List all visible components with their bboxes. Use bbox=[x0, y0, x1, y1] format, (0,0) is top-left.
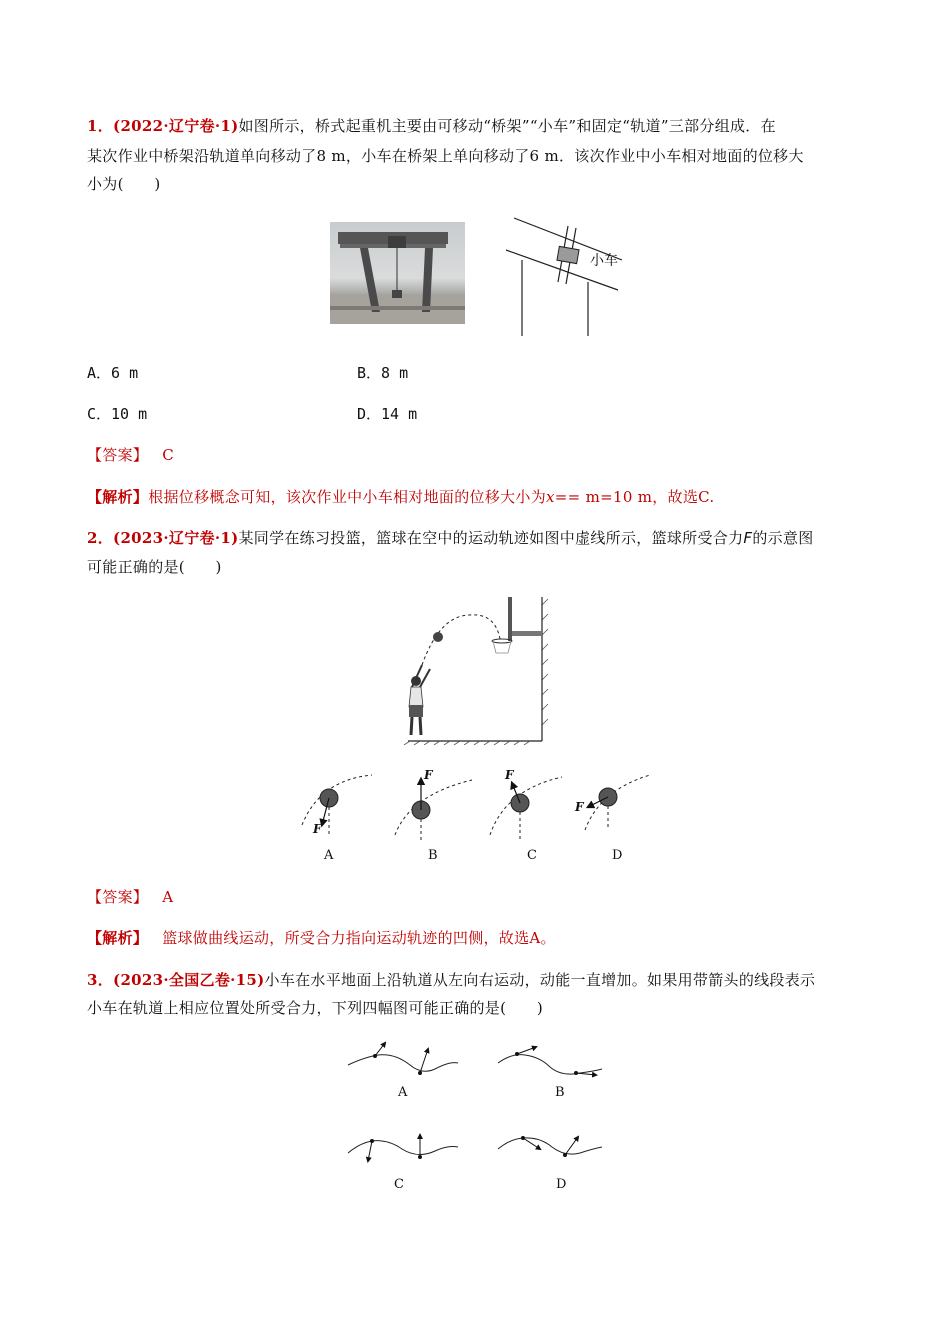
q1-analysis-row bbox=[87, 487, 714, 507]
q2-option-label-a: A bbox=[324, 848, 334, 863]
q1-analysis-var-x: x bbox=[546, 488, 555, 506]
q3-track-options bbox=[340, 1035, 620, 1175]
q1-answer-label: 【答案】 bbox=[87, 446, 149, 464]
q3-text-1: 小车在水平地面上沿轨道从左向右运动，动能一直增加。如果用带箭头的线段表示 bbox=[264, 971, 816, 989]
q3-number: 3． bbox=[87, 971, 114, 989]
q2-source: (2023·辽宁卷·1) bbox=[113, 529, 239, 547]
q1-analysis-text-b: == m=10 m，故选C. bbox=[554, 488, 715, 506]
q2-text-1b: 的示意图 bbox=[752, 529, 814, 547]
q2-option-b-diagram[interactable] bbox=[395, 779, 472, 840]
q2-text-1: 某同学在练习投篮，篮球在空中的运动轨迹如图中虚线所示，篮球所受合力 bbox=[238, 529, 744, 547]
q2-force-label-a: F bbox=[313, 822, 322, 836]
q2-option-label-d: D bbox=[612, 848, 623, 863]
q1-answer-row bbox=[87, 445, 174, 465]
q2-analysis-text: 篮球做曲线运动，所受合力指向运动轨迹的凹侧，故选A。 bbox=[162, 929, 556, 947]
q3-source: (2023·全国乙卷·15) bbox=[113, 971, 265, 989]
q2-force-label-d: F bbox=[575, 800, 584, 814]
q2-answer-label: 【答案】 bbox=[87, 888, 149, 906]
crane-photo bbox=[330, 222, 465, 324]
q1-number: 1． bbox=[87, 117, 114, 135]
q1-source: (2022·辽宁卷·1) bbox=[113, 117, 239, 135]
q2-option-label-b: B bbox=[428, 848, 438, 863]
q3-option-c-diagram[interactable] bbox=[348, 1135, 458, 1161]
q2-force-options bbox=[290, 765, 660, 865]
q2-answer-row bbox=[87, 887, 173, 907]
q1-analysis-label: 【解析】 bbox=[87, 488, 149, 506]
q3-option-label-a: A bbox=[398, 1085, 408, 1100]
q3-option-label-d: D bbox=[556, 1177, 567, 1192]
basketball-shot-figure bbox=[400, 595, 550, 745]
q2-force-label-b: F bbox=[424, 768, 433, 782]
q2-line-1 bbox=[87, 528, 814, 548]
q3-option-label-c: C bbox=[394, 1177, 404, 1192]
q2-option-c-diagram[interactable] bbox=[490, 777, 562, 840]
q3-line-1 bbox=[87, 970, 815, 990]
crane-photo-drawing bbox=[330, 222, 465, 324]
q2-line-2: 可能正确的是( ) bbox=[87, 558, 222, 576]
q2-force-label-c: F bbox=[505, 768, 514, 782]
q1-line-2: 某次作业中桥架沿轨道单向移动了8 m，小车在桥架上单向移动了6 m．该次作业中小车相对地面的位移大 bbox=[87, 147, 804, 165]
q3-option-a-diagram[interactable] bbox=[348, 1043, 458, 1075]
q2-number: 2． bbox=[87, 529, 114, 547]
q1-line-3: 小为( ) bbox=[87, 175, 161, 193]
q2-answer-value: A bbox=[162, 888, 174, 906]
trolley-label: 小车 bbox=[590, 253, 618, 269]
q2-option-d-diagram[interactable] bbox=[585, 775, 650, 830]
q1-option-a[interactable]: A．6 m bbox=[87, 364, 139, 382]
q2-analysis-row bbox=[87, 928, 556, 948]
q1-option-c[interactable]: C．10 m bbox=[87, 405, 148, 423]
q1-analysis-text-a: 根据位移概念可知，该次作业中小车相对地面的位移大小为 bbox=[148, 488, 547, 506]
q3-option-b-diagram[interactable] bbox=[498, 1047, 602, 1075]
q3-line-2: 小车在轨道上相应位置处所受合力，下列四幅图可能正确的是( ) bbox=[87, 999, 544, 1017]
q1-answer-value: C bbox=[162, 446, 174, 464]
crane-diagram bbox=[500, 210, 630, 340]
q1-option-b[interactable]: B．8 m bbox=[357, 364, 409, 382]
q2-option-label-c: C bbox=[527, 848, 537, 863]
q1-line-1 bbox=[87, 116, 776, 136]
q3-option-label-b: B bbox=[555, 1085, 565, 1100]
q2-force-symbol: F bbox=[743, 529, 753, 547]
q3-option-d-diagram[interactable] bbox=[498, 1136, 602, 1157]
q1-option-d[interactable]: D．14 m bbox=[357, 405, 418, 423]
q1-text-1: 如图所示，桥式起重机主要由可移动“桥架”“小车”和固定“轨道”三部分组成．在 bbox=[238, 117, 776, 135]
q2-analysis-label: 【解析】 bbox=[87, 929, 149, 947]
